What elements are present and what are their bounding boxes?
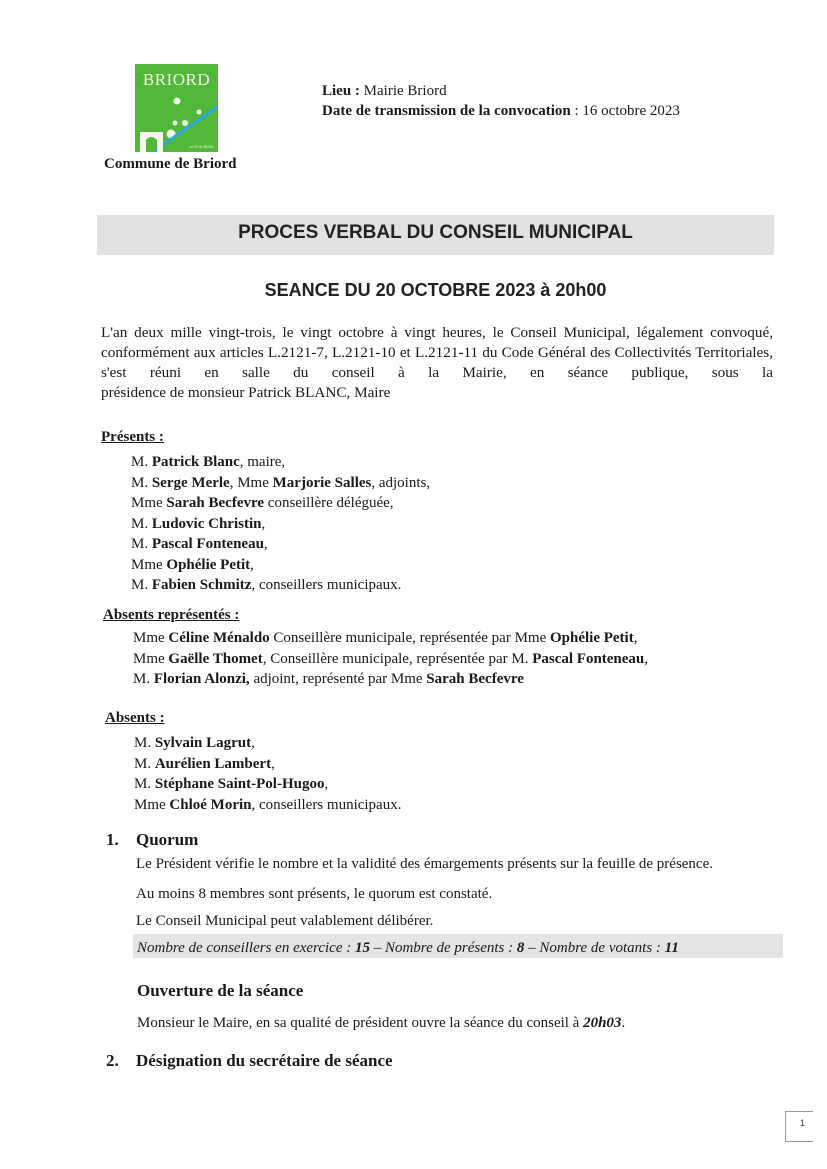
- page-title: PROCES VERBAL DU CONSEIL MUNICIPAL: [238, 222, 633, 243]
- presents-heading: Présents :: [101, 429, 164, 445]
- list-item: M. Patrick Blanc, maire,: [131, 454, 286, 470]
- date-label: Date de transmission de la convocation: [322, 103, 571, 119]
- logo-title: BRIORD: [142, 70, 211, 89]
- page-number: 1: [800, 1118, 806, 1128]
- list-item: M. Stéphane Saint-Pol-Hugoo,: [134, 776, 329, 792]
- intro-line2: présidence de monsieur Patrick BLANC, Maire: [101, 384, 391, 401]
- logo-graphic-icon: [135, 64, 218, 152]
- lieu-line: [322, 81, 680, 101]
- logo-tagline: au fil du Rhône: [189, 144, 214, 149]
- commune-logo: [135, 64, 218, 152]
- list-item: M. Fabien Schmitz, conseillers municipaux.: [131, 577, 402, 593]
- list-item: Mme Chloé Morin, conseillers municipaux.: [134, 796, 402, 813]
- date-value: : 16 octobre 2023: [574, 103, 680, 119]
- list-item: M. Ludovic Christin,: [131, 515, 266, 532]
- date-line: [322, 101, 680, 121]
- quorum-paragraph-3: Le Conseil Municipal peut valablement délibérer.: [136, 913, 434, 929]
- section-2-heading: [106, 1051, 393, 1071]
- intro-line1: L'an deux mille vingt-trois, le vingt octobre à vingt heures, le Conseil Municipal, légalement convoqué, conformément aux articles L.2121-7, L.2121-10 et L.2121-11 du Code Général des Collectivités Territoriales, s'est réuni en salle du conseil à la Mairie, en séance publique, sous la: [101, 324, 773, 381]
- quorum-paragraph-2: Au moins 8 membres sont présents, le quorum est constaté.: [136, 886, 493, 902]
- list-item: Mme Sarah Becfevre conseillère déléguée,: [131, 495, 394, 511]
- section-1-number: 1.: [106, 830, 119, 849]
- absents-heading: Absents :: [105, 710, 165, 726]
- lieu-label: Lieu :: [322, 83, 360, 99]
- section-2-title: Désignation du secrétaire de séance: [136, 1051, 393, 1070]
- absents-list: [134, 733, 401, 815]
- quorum-paragraph-1: Le Président vérifie le nombre et la validité des émargements présents sur la feuille de présence.: [136, 856, 714, 872]
- list-item: M. Sylvain Lagrut,: [134, 735, 255, 751]
- list-item: M. Florian Alonzi, adjoint, représenté par Mme Sarah Becfevre: [133, 671, 524, 687]
- ouverture-paragraph: Monsieur le Maire, en sa qualité de président ouvre la séance du conseil à 20h03.: [137, 1015, 626, 1031]
- list-item: Mme Céline Ménaldo Conseillère municipale, représentée par Mme Ophélie Petit,: [133, 630, 638, 646]
- presents-list: [131, 452, 430, 596]
- section-1-heading: [106, 830, 198, 850]
- page-number-box: [785, 1111, 813, 1142]
- list-item: M. Pascal Fonteneau,: [131, 536, 268, 552]
- lieu-value: Mairie Briord: [363, 83, 447, 99]
- list-item: Mme Gaëlle Thomet, Conseillère municipale, représentée par M. Pascal Fonteneau,: [133, 650, 649, 667]
- list-item: M. Serge Merle, Mme Marjorie Salles, adjoints,: [131, 474, 431, 491]
- meeting-meta: [322, 81, 680, 121]
- absents-representes-heading: Absents représentés :: [103, 607, 240, 623]
- council-stats: Nombre de conseillers en exercice : 15 – Nombre de présents : 8 – Nombre de votants : 11: [137, 940, 679, 956]
- intro-paragraph: [101, 323, 773, 403]
- list-item: Mme Ophélie Petit,: [131, 556, 254, 573]
- subsection-ouverture-heading: Ouverture de la séance: [137, 981, 304, 1000]
- section-2-number: 2.: [106, 1051, 119, 1070]
- section-1-title: Quorum: [136, 830, 199, 849]
- list-item: M. Aurélien Lambert,: [134, 755, 275, 772]
- commune-name: Commune de Briord: [104, 156, 237, 172]
- session-subtitle: SEANCE DU 20 OCTOBRE 2023 à 20h00: [264, 280, 607, 300]
- absents-representes-list: [133, 628, 648, 690]
- opening-time: 20h03: [583, 1015, 622, 1031]
